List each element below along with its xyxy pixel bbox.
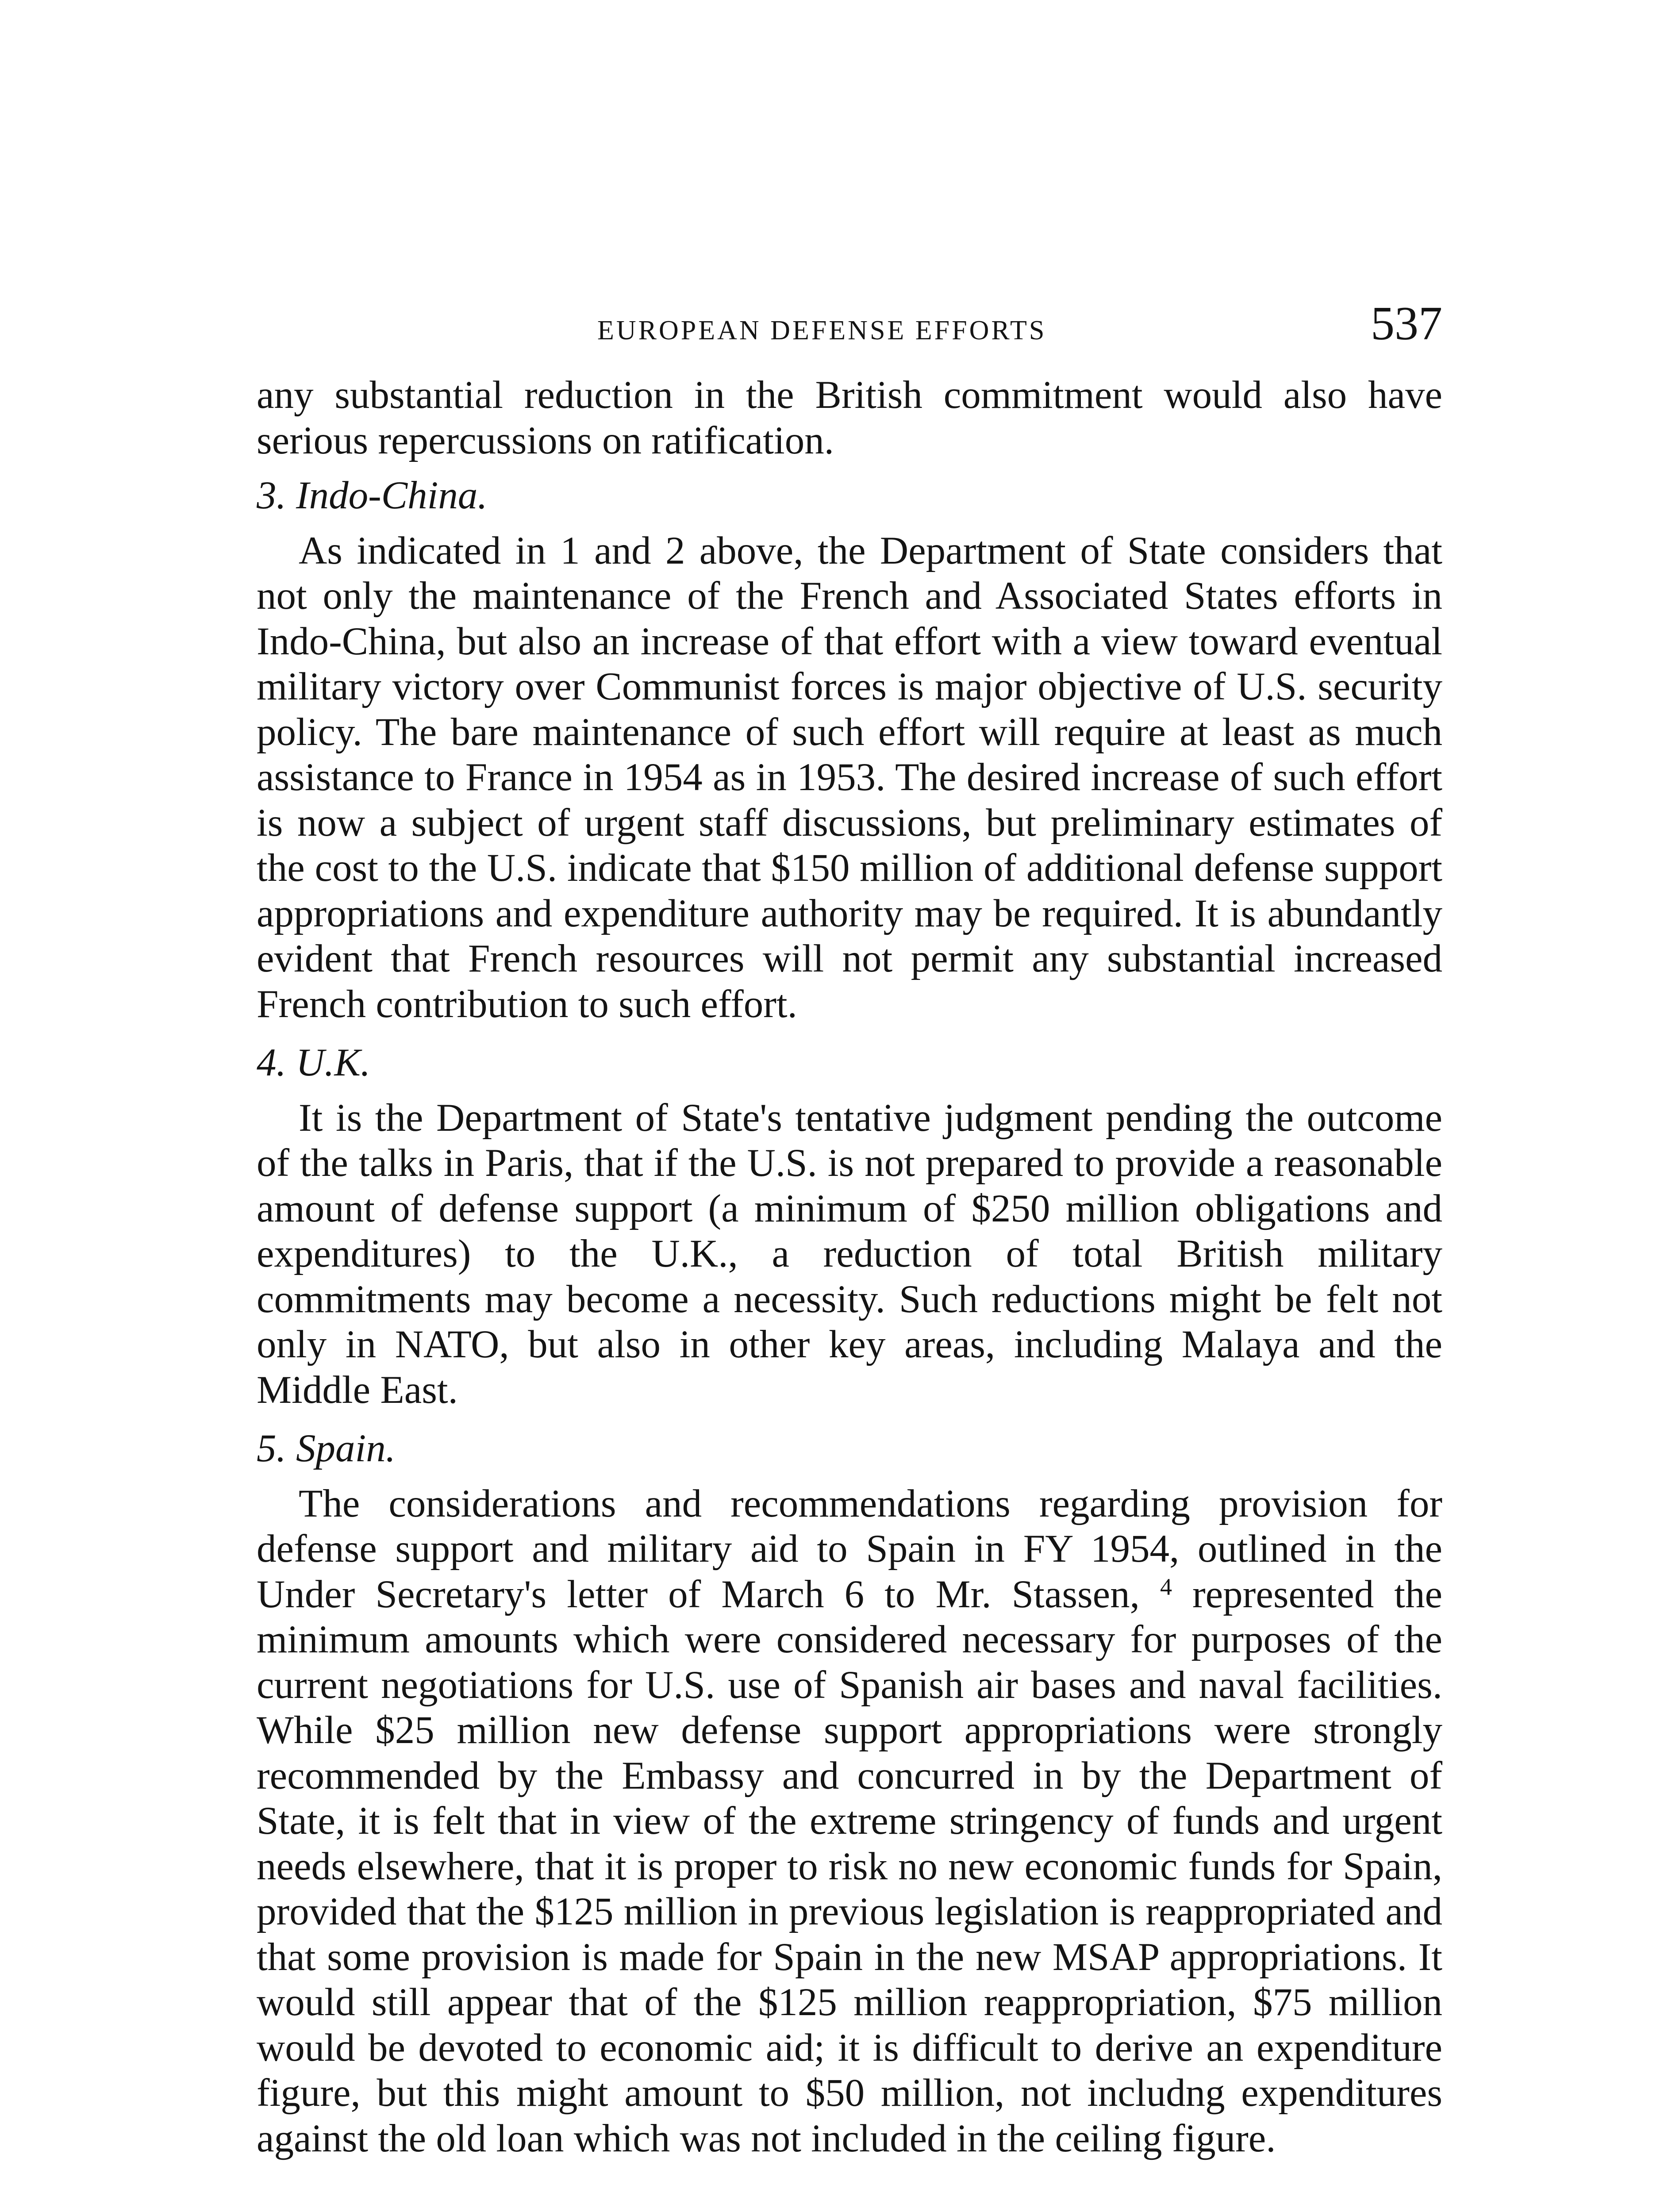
paragraph-spain-part2: represented the minimum amounts which were considered necessary for purposes of the current negotiations for U.S. use of Spanish air bases and naval facilities. While $25 million new defense support appropriations were strongly recommended by the Embassy and concurred in by the Department of State, it is felt that in view of the extreme stringency of funds and urgent needs elsewhere, that it is proper to risk no new economic funds for Spain, provided that the $125 million in previous legislation is reappropriated and that some provision is made for Spain in the new MSAP appropriations. It would still appear that of the $125 million reappropriation, $75 million would be devoted to economic aid; it is difficult to derive an expenditure figure, but this might amount to $50 million, not includng expenditures against the old loan which was not included in the ceiling figure.	[257, 1572, 1442, 2160]
section-heading-uk: 4. U.K.	[257, 1041, 371, 1084]
section-heading-spain: 5. Spain.	[257, 1427, 396, 1470]
paragraph-continuation: any substantial reduction in the British commitment would also have serious repercussions on ratification.	[257, 373, 1442, 462]
footnote-reference[interactable]: 4	[1160, 1573, 1172, 1600]
paragraph-spain-part1: The considerations and recommendations regarding provision for defense support and military aid to Spain in FY 1954, outlined in the Under Secretary's letter of March 6 to Mr. Stassen,	[257, 1482, 1442, 1616]
paragraph-indo-china: As indicated in 1 and 2 above, the Department of State considers that not only the maintenance of the French and Associated States efforts in Indo-China, but also an increase of that effort with a view toward eventual military victory over Communist forces is major objective of U.S. security policy. The bare maintenance of such effort will require at least as much assistance to France in 1954 as in 1953. The desired increase of such effort is now a subject of urgent staff discussions, but preliminary estimates of the cost to the U.S. indicate that $150 million of additional defense support appropriations and expenditure authority may be required. It is abundantly evident that French resources will not permit any substantial increased French contribution to such effort.	[257, 529, 1442, 1026]
paragraph-uk: It is the Department of State's tentative judgment pending the outcome of the talks in Paris, that if the U.S. is not prepared to provide a reasonable amount of defense support (a minimum of $250 million obligations and expenditures) to the U.K., a reduction of total British military commitments may become a necessity. Such reductions might be felt not only in NATO, but also in other key areas, including Malaya and the Middle East.	[257, 1096, 1442, 1412]
page-number: 537	[1371, 297, 1442, 350]
section-heading-indo-china: 3. Indo-China.	[257, 474, 488, 517]
running-head	[257, 288, 1442, 349]
paragraph-spain	[257, 1481, 1442, 2162]
running-title: EUROPEAN DEFENSE EFFORTS	[597, 315, 1047, 346]
body-text	[257, 373, 1442, 2161]
